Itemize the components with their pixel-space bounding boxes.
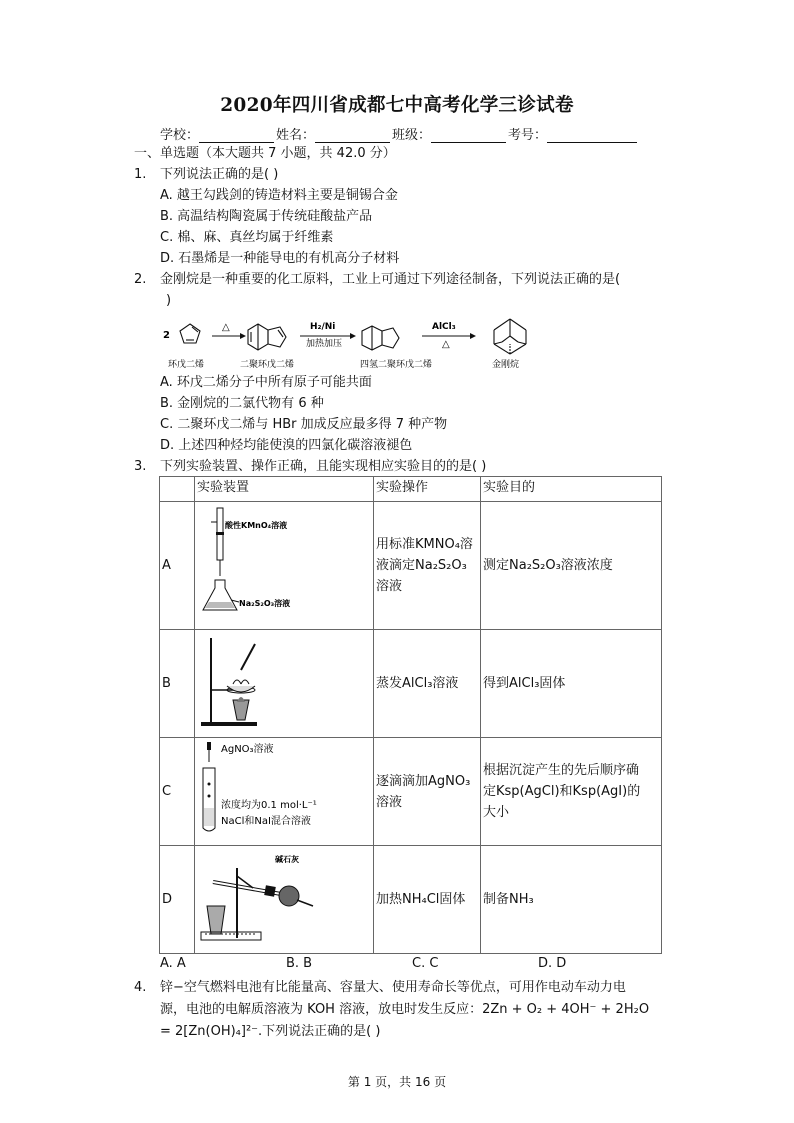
- answer-a[interactable]: A. A: [160, 956, 186, 971]
- goal-cell: 测定Na₂S₂O₃溶液浓度: [481, 502, 662, 630]
- evaporation-apparatus: [197, 630, 317, 730]
- arrow-3-top: AlCl₃: [432, 322, 456, 332]
- option-d[interactable]: D. 上述四种烃均能使溴的四氯化碳溶液褪色: [160, 438, 413, 453]
- exam-no-label: 考号：: [508, 128, 548, 143]
- table-header-row: [160, 477, 662, 502]
- operation-cell: 逐滴滴加AgNO₃ 溶液: [374, 738, 481, 846]
- operation-cell: 用标准KMNO₄溶 液滴定Na₂S₂O₃ 溶液: [374, 502, 481, 630]
- question-stem: 金刚烷是一种重要的化工原料，工业上可通过下列途径制备，下列说法正确的是(: [160, 272, 621, 287]
- row-id: D: [160, 846, 195, 954]
- svg-text:酸性KMnO₄溶液: 酸性KMnO₄溶液: [225, 521, 288, 530]
- option-b[interactable]: B. 金刚烷的二氯代物有 6 种: [160, 396, 324, 411]
- arrow-3-bottom: △: [442, 339, 450, 350]
- question-text-line: 锌−空气燃料电池有比能量高、容量大、使用寿命长等优点，可用作电动车动力电: [160, 980, 626, 995]
- class-label: 班级：: [392, 128, 432, 143]
- school-label: 学校：: [160, 128, 200, 143]
- arrow-2-top: H₂/Ni: [310, 322, 336, 332]
- dicyclopentadiene-structure: [248, 324, 286, 350]
- exam-no-blank[interactable]: [547, 128, 637, 143]
- page-title: 2020年四川省成都七中高考化学三诊试卷: [220, 95, 574, 116]
- class-blank[interactable]: [431, 128, 506, 143]
- svg-text:浓度均为0.1 mol·L⁻¹: 浓度均为0.1 mol·L⁻¹: [221, 800, 317, 811]
- operation-cell: 加热NH₄Cl固体: [374, 846, 481, 954]
- name-label: 姓名：: [276, 128, 316, 143]
- row-id: C: [160, 738, 195, 846]
- option-a[interactable]: A. 环戊二烯分子中所有原子可能共面: [160, 375, 372, 390]
- question-number: 4.: [134, 980, 147, 995]
- tetrahydrodicyclopentadiene-structure: [362, 326, 399, 350]
- svg-text:NaCl和NaI混合溶液: NaCl和NaI混合溶液: [221, 816, 311, 827]
- arrow-1-label: △: [222, 322, 230, 333]
- option-b[interactable]: B. 高温结构陶瓷属于传统硅酸盐产品: [160, 209, 373, 224]
- student-info-row: [160, 124, 639, 143]
- option-c[interactable]: C. 棉、麻、真丝均属于纤维素: [160, 230, 334, 245]
- row-id: A: [160, 502, 195, 630]
- table-row: [160, 846, 662, 954]
- section-heading: 一、单选题（本大题共 7 小题，共 42.0 分）: [134, 146, 396, 161]
- svg-text:Na₂S₂O₃溶液: Na₂S₂O₃溶液: [239, 599, 291, 608]
- precipitation-apparatus: [197, 738, 367, 838]
- arrow-2-bottom: 加热加压: [306, 339, 343, 349]
- option-d[interactable]: D. 石墨烯是一种能导电的有机高分子材料: [160, 251, 400, 266]
- label-cyclopentadiene: 环戊二烯: [168, 360, 205, 370]
- table-row: [160, 502, 662, 630]
- adamantane-structure: [494, 319, 526, 354]
- question-text-line: 源，电池的电解质溶液为 KOH 溶液，放电时发生反应：2Zn + O₂ + 4OH⁻ + 2H₂O: [160, 1002, 650, 1017]
- question-text-line: = 2[Zn(OH)₄]²⁻.下列说法正确的是( ): [160, 1024, 381, 1039]
- svg-text:AgNO₃溶液: AgNO₃溶液: [221, 744, 274, 755]
- label-adamantane: 金刚烷: [492, 360, 520, 370]
- label-tetrahydro: 四氢二聚环戊二烯: [360, 360, 433, 370]
- svg-text:碱石灰: 碱石灰: [275, 855, 299, 864]
- header-cell: 实验装置: [195, 477, 374, 502]
- question-number: 2.: [134, 272, 147, 287]
- operation-cell: 蒸发AlCl₃溶液: [374, 630, 481, 738]
- apparatus-cell: [195, 846, 374, 954]
- table-row: [160, 630, 662, 738]
- option-c[interactable]: C. 二聚环戊二烯与 HBr 加成反应最多得 7 种产物: [160, 417, 448, 432]
- arrow-2-head: [350, 333, 356, 339]
- row-id: B: [160, 630, 195, 738]
- arrow-3-head: [470, 333, 476, 339]
- question-stem-end: ): [166, 293, 172, 308]
- ammonia-apparatus: [197, 846, 327, 946]
- header-cell: 实验操作: [374, 477, 481, 502]
- arrow-1-head: [240, 333, 246, 339]
- question-stem: 下列实验装置、操作正确，且能实现相应实验目的的是( ): [160, 459, 487, 474]
- answer-d[interactable]: D. D: [538, 956, 567, 971]
- reaction-scheme: [160, 314, 550, 372]
- answer-b[interactable]: B. B: [286, 956, 313, 971]
- answer-c[interactable]: C. C: [412, 956, 439, 971]
- goal-cell: 根据沉淀产生的先后顺序确 定Ksp(AgCl)和Ksp(AgI)的 大小: [481, 738, 662, 846]
- label-dicyclopentadiene: 二聚环戊二烯: [240, 360, 295, 370]
- table-row: [160, 738, 662, 846]
- name-blank[interactable]: [315, 128, 390, 143]
- school-blank[interactable]: [199, 128, 274, 143]
- header-cell: [160, 477, 195, 502]
- titration-apparatus: [197, 502, 317, 622]
- question-number: 1.: [134, 167, 147, 182]
- question-number: 3.: [134, 459, 147, 474]
- apparatus-cell: [195, 630, 374, 738]
- cyclopentadiene-structure: [180, 324, 200, 343]
- coefficient: 2: [163, 330, 170, 341]
- option-a[interactable]: A. 越王勾践剑的铸造材料主要是铜锡合金: [160, 188, 398, 203]
- apparatus-cell: [195, 502, 374, 630]
- page-footer: 第 1 页，共 16 页: [347, 1075, 447, 1089]
- experiment-table: [159, 476, 662, 954]
- goal-cell: 制备NH₃: [481, 846, 662, 954]
- goal-cell: 得到AlCl₃固体: [481, 630, 662, 738]
- question-stem: 下列说法正确的是( ): [160, 167, 279, 182]
- apparatus-cell: [195, 738, 374, 846]
- header-cell: 实验目的: [481, 477, 662, 502]
